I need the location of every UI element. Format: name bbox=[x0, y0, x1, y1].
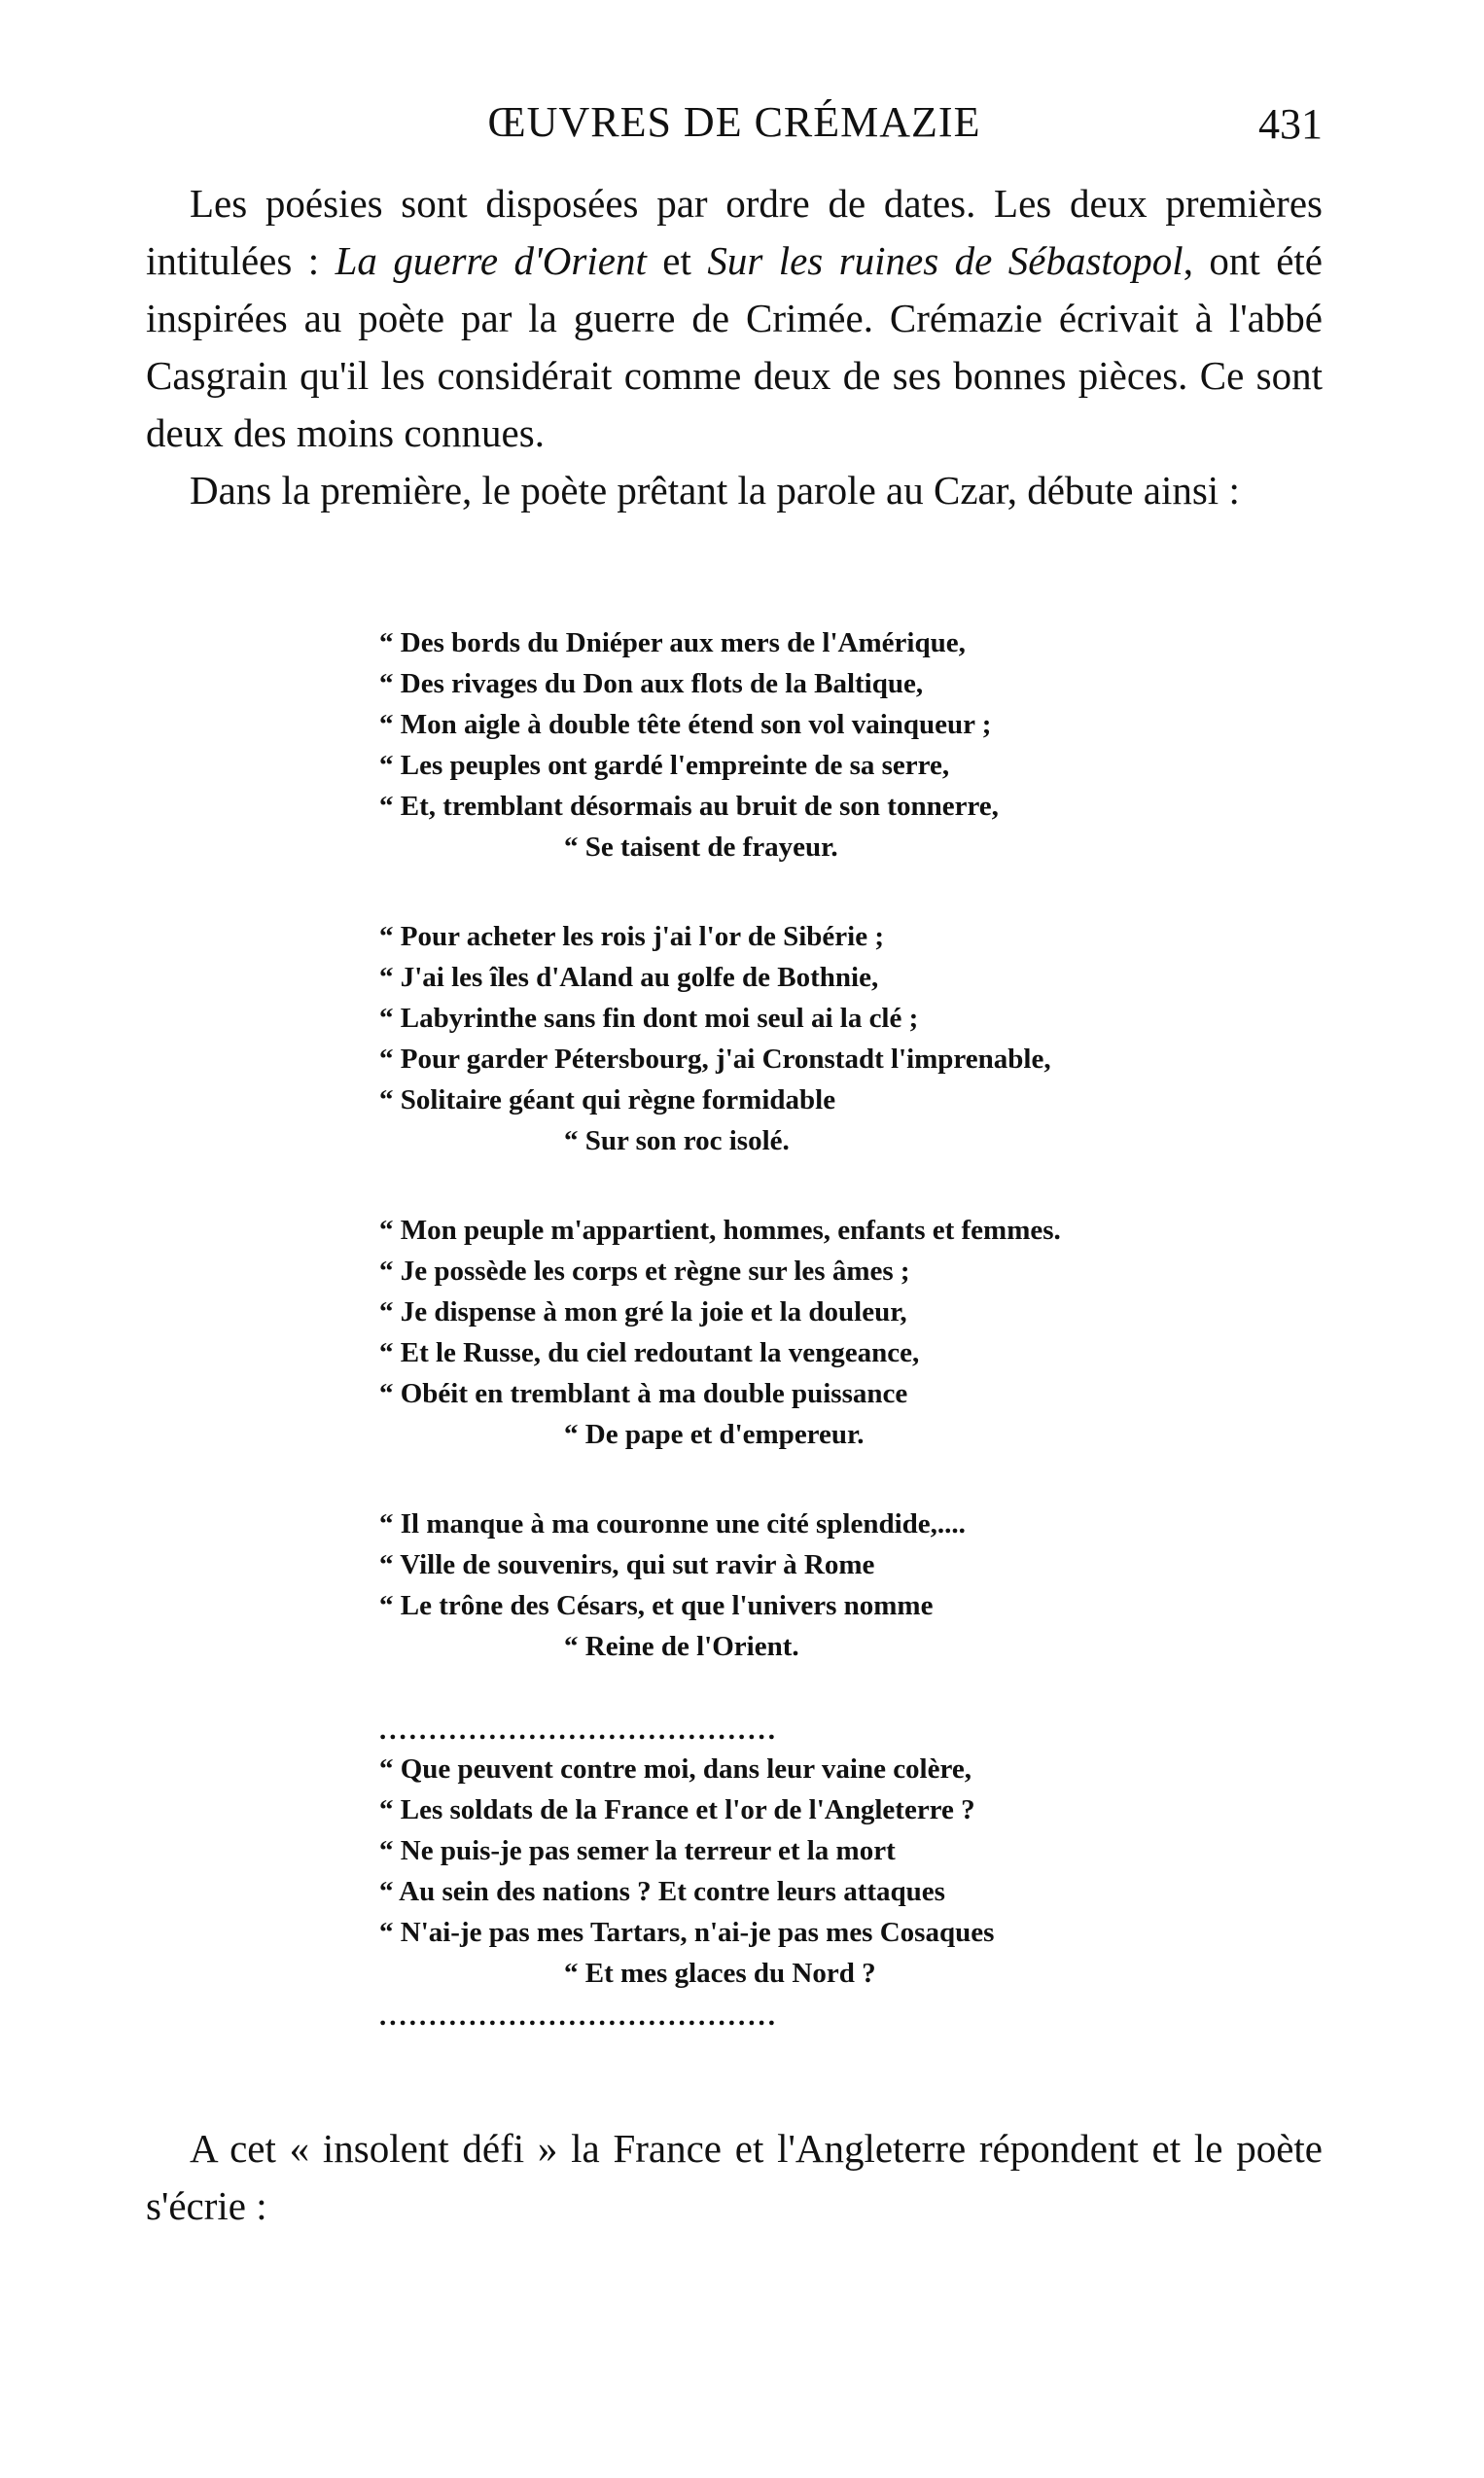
verse-short: “ De pape et d'empereur. bbox=[564, 1419, 865, 1450]
verse: “ Et le Russe, du ciel redoutant la vengeance, bbox=[379, 1337, 920, 1368]
verse: “ Au sein des nations ? Et contre leurs attaques bbox=[379, 1876, 945, 1907]
verse: “ Et, tremblant désormais au bruit de son tonnerre, bbox=[379, 791, 999, 822]
verse: “ Les peuples ont gardé l'empreinte de sa serre, bbox=[379, 750, 950, 781]
running-head bbox=[146, 97, 1323, 156]
poem-quotation bbox=[379, 622, 1254, 2079]
stanza-4 bbox=[379, 1504, 1254, 1667]
ellipsis-line: ........................................ bbox=[379, 2001, 778, 2031]
verse: “ Je possède les corps et règne sur les âmes ; bbox=[379, 1256, 910, 1287]
paragraph-dates-part-2: et bbox=[646, 238, 708, 283]
verse-short: “ Et mes glaces du Nord ? bbox=[564, 1958, 876, 1989]
verse: “ Pour garder Pétersbourg, j'ai Cronstadt l'imprenable, bbox=[379, 1044, 1051, 1075]
stanza-2 bbox=[379, 916, 1254, 1161]
paragraph-dates-part-1: Les poésies sont disposées par ordre de dates. Les deux premières intitulées : bbox=[146, 181, 1323, 283]
verse: “ J'ai les îles d'Aland au golfe de Bothnie, bbox=[379, 962, 879, 993]
verse: “ Pour acheter les rois j'ai l'or de Sibérie ; bbox=[379, 921, 884, 952]
verse-short: “ Sur son roc isolé. bbox=[564, 1125, 790, 1156]
paragraph-transition: A cet « insolent défi » la France et l'Angleterre répondent et le poète s'écrie : bbox=[146, 2126, 1323, 2228]
verse: “ Mon peuple m'appartient, hommes, enfants et femmes. bbox=[379, 1215, 1061, 1246]
paragraph-dates bbox=[146, 175, 1323, 462]
verse: “ Labyrinthe sans fin dont moi seul ai la clé ; bbox=[379, 1003, 919, 1034]
verse-short: “ Se taisent de frayeur. bbox=[564, 832, 838, 863]
verse: “ Mon aigle à double tête étend son vol vainqueur ; bbox=[379, 709, 992, 740]
verse: “ Solitaire géant qui règne formidable bbox=[379, 1084, 836, 1115]
verse: “ Les soldats de la France et l'or de l'Angleterre ? bbox=[379, 1794, 975, 1825]
transition-text bbox=[146, 2120, 1323, 2235]
title-ruines-sebastopol: Sur les ruines de Sébastopol bbox=[707, 238, 1184, 283]
stanza-1 bbox=[379, 622, 1254, 867]
verse: “ Je dispense à mon gré la joie et la douleur, bbox=[379, 1296, 907, 1328]
stanza-3 bbox=[379, 1210, 1254, 1455]
verse: “ Il manque à ma couronne une cité splendide,.... bbox=[379, 1508, 966, 1540]
paragraph-dates-part-3: , ont été inspirées au poète par la guerre de Crimée. Crémazie écrivait à l'abbé Casgrain qu'il les considérait comme deux de ses bonnes pièces. Ce sont deux des moins connues. bbox=[146, 238, 1324, 455]
verse: “ N'ai-je pas mes Tartars, n'ai-je pas mes Cosaques bbox=[379, 1917, 995, 1948]
verse-short: “ Reine de l'Orient. bbox=[564, 1631, 799, 1662]
intro-text bbox=[146, 175, 1323, 519]
verse: “ Des rivages du Don aux flots de la Baltique, bbox=[379, 668, 924, 699]
page-number: 431 bbox=[1258, 100, 1323, 148]
verse: “ Que peuvent contre moi, dans leur vaine colère, bbox=[379, 1753, 972, 1785]
verse: “ Le trône des Césars, et que l'univers nomme bbox=[379, 1590, 934, 1621]
stanza-5 bbox=[379, 1716, 1254, 2031]
verse: “ Ne puis-je pas semer la terreur et la mort bbox=[379, 1835, 896, 1866]
title-guerre-orient: La guerre d'Orient bbox=[335, 238, 647, 283]
verse: “ Ville de souvenirs, qui sut ravir à Rome bbox=[379, 1549, 875, 1580]
running-title: ŒUVRES DE CRÉMAZIE bbox=[487, 98, 981, 146]
verse: “ Obéit en tremblant à ma double puissance bbox=[379, 1378, 908, 1409]
paragraph-czar: Dans la première, le poète prêtant la parole au Czar, débute ainsi : bbox=[190, 468, 1240, 513]
ellipsis-line: ........................................ bbox=[379, 1716, 778, 1745]
verse: “ Des bords du Dniéper aux mers de l'Amérique, bbox=[379, 627, 966, 658]
